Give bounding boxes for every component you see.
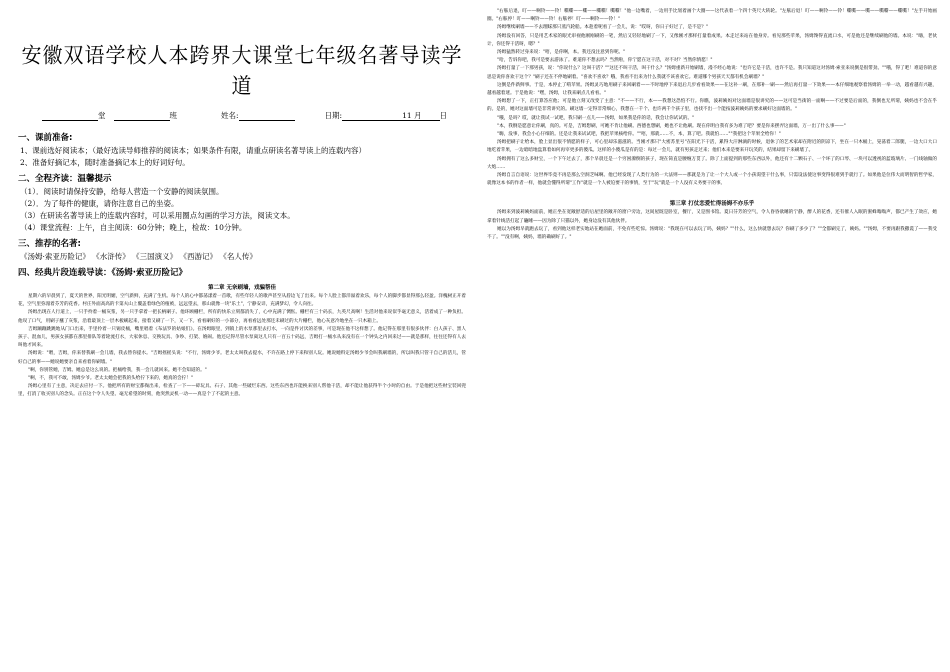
paragraph: 这倒是件新鲜事。于是，本停止了啃苹果。汤姆灵巧地用刷子来回刷着——不时地停下来退后几步看看效果——在这补一刷，在那补一刷——然后再打量一下效果——本仔细地观察着汤姆的一举一动，越看越有兴趣，越看越着迷。于是他说："嘿，汤姆，让我来刷点儿看看。": [487, 82, 937, 97]
paragraph: 汤姆来到波莉姨妈面前，她正坐在宽敞舒适的后屋里的敞开的窗户旁边，这间屋既是卧室，餐厅，又是图书馆。夏日芬芳的空气，令人昏昏欲睡的宁静，醉人的花香，还有催人入眠的蜜蜂嗡嗡声，都已产生了效应，她拿着针线活打起了瞌睡——因为除了只猫以外，她身边没有其他伙伴。: [487, 210, 937, 224]
date-field[interactable]: 日期: 11 月 日: [324, 111, 447, 120]
paragraph: 汤姆说："喂，吉姆，你来替我刷一会儿墙，我去替你提水。"吉姆摇摇头说："不行，汤姆少爷。老太太叫我去提水，不许在路上停下来和别人玩。她说她料定汤姆少爷会叫我刷墙的，所以叫我只管干自己的活儿，管好自己的事——她说她要亲自来看着你刷墙。": [18, 351, 466, 365]
section-books: [18, 237, 466, 263]
chapter-2-continued: [487, 8, 937, 188]
chapter-3-body: [487, 209, 937, 242]
paragraph: 她以为汤姆早就跑去玩了，看到他这样老实地站在她面前，不免有些吃惊。汤姆说："我现在可以去玩了吗，姨妈？""什么，这么快就想去玩？你刷了多少了？""全都刷完了，姨妈。""汤姆，不要再跟我撒谎了——我受不了。""没有啊，姨妈，墙的确刷好了。": [487, 226, 937, 241]
student-info-row: [18, 110, 466, 121]
section-line: （1）．阅读时请保持安静，给每人营造一个安静的阅读氛围。: [20, 187, 224, 196]
book-list: 《汤姆·索亚历险记》 《水浒传》 《三国演义》 《西游记》 《名人传》: [20, 252, 257, 261]
paragraph: 汤姆没有回答，只是用艺术家的眼光审视他刚刚刷的一笔，然后又轻轻地刷了一下，又像刚才那样打量着成果。本走过来站在他身旁。看见那些苹果，汤姆馋得直流口水，可是他还是继续刷他的墙。本说："嗨，老伙计，你还得干活呀，嗯？": [487, 33, 937, 47]
section-line: （4）课堂流程：上午，自主阅读：60分钟；晚上，检故：10分钟。: [20, 223, 247, 232]
section-line: （2）．为了每件的健康，请你注意自己的坐姿。: [20, 199, 179, 208]
paragraph: 星期六的早晨到了，夏天的世界，阳光明媚，空气新鲜，充满了生机。每个人的心中都荡漾着一首歌，有些年轻人的歌声甚至从唇边飞了出来。每个人脸上都洋溢着欢乐，每个人的脚步都显得那么轻盈。洋槐树正开着花，空气里弥漫着芬芳的花香。村庄外面高高的卡第夫山上覆盖着绿色的植被，远远望去，那山就像一块"乐土"，宁静安详，充满梦幻，令人向往。: [18, 294, 466, 308]
left-column: [18, 8, 466, 668]
paragraph: 汤姆自言自语说：这世界毕竟不再是那么空洞乏味啊。他已经发现了人类行为的一大法则——那就是为了让一个大人或一个小孩渴望干什么事，只需设法使这事变得很难到手就行了。如果他是位伟大而明智的哲学家，就像这本书的作者一样，他就会懂得所谓"工作"就是一个人被迫要干的事情，至于"玩"就是一个人没有义务要干的事。: [487, 173, 937, 187]
class-field[interactable]: 堂: [42, 110, 106, 121]
paragraph: "哈，告诉你吧，我可是要去游泳了。难道你不想去吗？当然啦，你宁愿在这干活，对不对？当然你情愿！": [497, 58, 713, 64]
right-column: [487, 8, 937, 668]
paragraph: 汤姆继续刷墙——不去理睬那只蒸汽轮船。本趁着呢看了一会儿，说："哎呀，你日子好过了，是不是？": [497, 25, 708, 31]
chapter-2-body: [18, 293, 466, 400]
paragraph: "哦，是吗？哎，就让我试一试吧，我只刷一点儿——汤姆，如果我是你的话，我会让你试试的。": [497, 115, 695, 121]
paragraph: "右舷后退，叮——啊铃——铃！嘶嘶——嘶——嘶嘶！嘶嘶！"他一边嘴着，一边用手比划着画个大圈——这代表着一个四十英尺大转轮。"左舷后退！叮——啊铃——铃！嘶嘶——嘶——嘶嘶——嘶嘶！"左手开始画圈。"右舷停！叮——啊铃——铃！右舷停！叮——啊铃——铃！": [487, 9, 937, 23]
paragraph: 汤姆打量了一下那男孩，说："你说什么？这叫干活？""这还不叫干活，叫干什么？"汤姆重新开始刷墙，漫不经心地说："也许它是干活，也许不是。我只知道这对汤姆·索亚来说倒是很带劲。""哦，得了吧！难道你的意思是说你喜欢干这个？"刷子还在不停地刷着。"喜欢不喜欢？哦，我看不出来为什么我就不该喜欢它。难道哪个男孩天天都有机会刷墙？": [487, 66, 937, 80]
paragraph: "啊，不，我可不敢，汤姆少爷。老太太她会把我的头给拧下来的，她真的会拧！": [28, 376, 194, 382]
section-prep: [18, 131, 466, 169]
paragraph: 汤姆想了一下，正打算答应他；可是他立刻又改变了主意："不——不行，本——我想这恐怕不行。你瞧，波莉姨妈对这面墙是很讲究的——这可是当街的一面啊——不过要是后面的，我倒也无所谓，姨妈也不会在乎的。是的，她对这面墙可是非常讲究的。刷这墙一定得非常细心，我想在一千个、也许两千个孩子里，也找不出一个能按波莉姨妈的要求刷好这面墙的。": [487, 99, 937, 113]
name-field[interactable]: 姓名:: [221, 110, 295, 121]
section-tips: [18, 172, 466, 234]
paragraph: "本，我倒是愿意让你刷，真的。可是，吉姆想刷，可她不肯让他刷。西德也想刷，她也不让他刷。现在你明白我有多为难了吧？要是你来摆弄这面墙，万一出了什么事——": [497, 123, 846, 129]
section-line: 1、课前选好阅读本；（最好选读导师推荐的阅读本；如果条件有限，请重点研读名著导读上的连载内容）: [20, 146, 367, 155]
paragraph: "啊，你别管她，吉姆。她总是这么说的。把桶给我，我一会儿就回来。她不会知道的。": [28, 367, 207, 373]
section-heading: 二、全程齐读：温馨提示: [18, 174, 112, 184]
section-heading: 三、推荐的名著:: [18, 239, 81, 249]
page-title: 安徽双语学校人本跨界大课堂七年级名著导读学道: [21, 42, 463, 99]
section-heading: 四、经典片段连载导读：《汤姆·索亚历险记》: [18, 268, 187, 278]
paragraph: 汤姆把刷子让给本，脸上显出很不情愿的样子，可心里却乐滋滋的。当刚才那只"大密苏里号"在阳光下干活，累得大汗淋漓的时候，退休了的艺术家却在附近的阴凉下，坐在一只木桶上，晃荡着二郎腿，一边大口大口地吃着苹果，一边暗暗地盘算着如何再宰更多的傻瓜。这样的小傻瓜是有的是：每过一会儿，就有男孩走过来；他们本来是要来开玩笑的，结果却留下来刷墙了。: [487, 140, 937, 154]
chapter-3-title: 第三章 打仗恋爱忙得汤姆不亦乐乎: [669, 201, 755, 208]
chapter-2-title: 第二章 无奈刷墙，戏骗帮佳: [208, 285, 276, 291]
paragraph: 汤姆心里有了主意，决定去应付一下。他把所有的财宝都掏出来，检查了一下——碎玩具、石子、其他一些破烂东西。这些东西也许能换来别人帮他干活，却不能让他获得半个小时的自由。于是他把这些财宝装回兜里，打消了收买别人的念头。正在这个令人失望、毫无希望的时刻，他突然灵机一动——真是个了不起的主意。: [18, 384, 466, 398]
paragraph: "嗨，没事，我会小心仔细的。还是让我来试试吧，我把苹果核给你。""唔，那就……不，本，算了吧。我就怕……""我把这个苹果全给你！": [497, 132, 781, 138]
section-line: （3）在研读名著导读上的连载内容时，可以采用圈点勾画的学习方法，阅读文本。: [20, 211, 295, 220]
paragraph: 汤姆拥有了这么多财宝，一个下午过去了，那个早晨还是一个穷困潦倒的孩子，现在简直是腰缠万贯了。除了上面提到的那些东西以外，他还有十二颗石子、一个坏了的口琴、一块可以透视的蓝玻璃片、一门线轴做的大炮……: [487, 156, 937, 170]
section-heading: 一、课前准备:: [18, 133, 73, 143]
paragraph: 吉姆蹦蹦跳跳地从门口出来，手里拎着一只锡皮桶，嘴里唱着《布法罗的姑娘们》。在汤姆眼里，到镇上的水泵那里去打水，一向是件讨厌的差事，可是现在他不这样想了。他记得在那里有很多伙伴：白人孩子、黑人孩子、混血儿，男孩女孩都在那里排队等着轮流打水，大家休息、交换玩具、争吵、打架、嬉闹。他还记得尽管水泵离这儿只有一百五十码远，吉姆打一桶水从来没有在一个钟头之内回来过——就是那样，往往还得有人去叫他才回来。: [18, 326, 466, 349]
section-reading: [18, 266, 466, 278]
section-line: 2、准备好摘记本，随时准备摘记本上的好词好句。: [20, 158, 190, 167]
paragraph: 汤姆出现在人行道上，一只手拎着一桶灰浆，另一只手拿着一把长柄刷子。他环顾栅栏，所有的快乐立刻都消失了，心中充满了惆怅。栅栏有三十码长，九英尺高啊！生活对他来说似乎毫无意义，活着成了一种负担。他叹了口气，用刷子蘸了灰浆，沿着最顶上一层木板刷起来，接着又刷了一下，又一下。看看刷好的一小部分，再看看远处那还未刷过的大片栅栏，他心灰意冷地坐在一只木箱上。: [18, 310, 466, 324]
class-number-field[interactable]: 班: [114, 110, 178, 121]
paragraph: 汤姆猛然转过身来说："唔，是你啊，本。我还没注意到你呢。": [497, 50, 626, 56]
